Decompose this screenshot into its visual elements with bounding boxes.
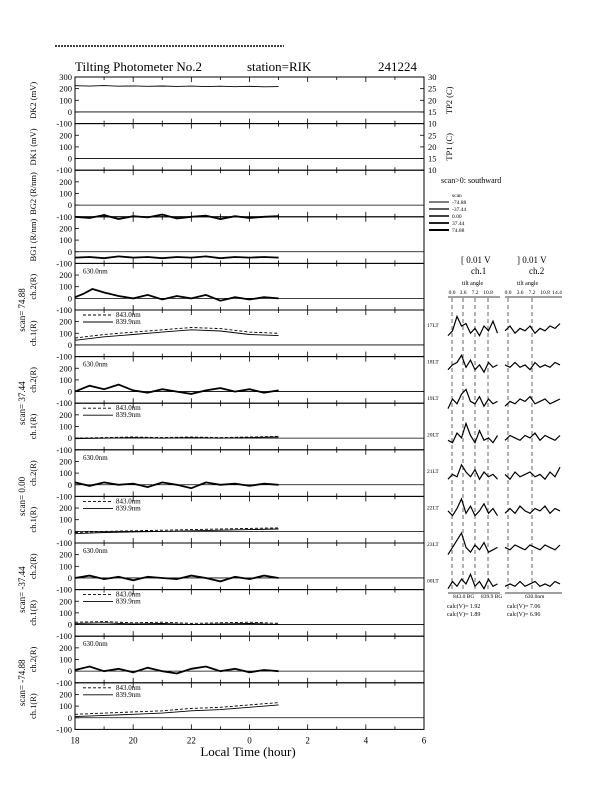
y-tick-label: 100 bbox=[59, 607, 72, 618]
y-tick-label: 0 bbox=[67, 339, 72, 350]
x-tick-label: 4 bbox=[363, 735, 369, 746]
y-tick-label: 0 bbox=[67, 526, 72, 537]
y-tick-label: -100 bbox=[56, 305, 72, 315]
panel-s1_ch2 bbox=[28, 263, 424, 315]
y-tick-label: 0 bbox=[67, 433, 72, 444]
right-ylabel: TP1 (C) bbox=[444, 133, 454, 161]
x-tick-label: 22 bbox=[186, 735, 196, 746]
row-label: 23LT bbox=[427, 542, 439, 548]
series-label: 843.0nm bbox=[116, 590, 141, 599]
series-line bbox=[75, 705, 279, 717]
y-tick-label: -100 bbox=[56, 584, 72, 595]
ch2-profile bbox=[505, 582, 560, 587]
scan-group-label: scan= 74.88 bbox=[17, 288, 27, 332]
ch1-name: ch.1 bbox=[471, 266, 487, 276]
y-tick-label: 0 bbox=[67, 712, 72, 723]
y-tick-label: 100 bbox=[59, 141, 72, 152]
series-label: 843.0nm bbox=[116, 311, 141, 319]
panel-DK1 bbox=[28, 124, 454, 176]
scan-legend-label: 0.00 bbox=[452, 214, 462, 220]
y-tick-label: 100 bbox=[59, 95, 72, 106]
y-tick-label: 200 bbox=[59, 270, 72, 281]
date-label: 241224 bbox=[378, 59, 417, 74]
panel-ylabel: BG1 (R/nm) bbox=[28, 218, 38, 262]
panel-ylabel: DK2 (mV) bbox=[28, 81, 38, 119]
row-label: 17LT bbox=[427, 323, 439, 329]
row-label: 00LT bbox=[427, 578, 439, 585]
y-tick-label: 100 bbox=[59, 654, 72, 665]
y-tick-label: 200 bbox=[59, 363, 72, 374]
y-tick-label: 0 bbox=[67, 386, 72, 397]
panel-BG2 bbox=[28, 170, 424, 222]
y-tick-label: 200 bbox=[59, 689, 72, 700]
row-label: 18LT bbox=[427, 359, 439, 366]
ch2-tick-label: 0.0 bbox=[504, 290, 512, 296]
ch1-profile bbox=[448, 465, 498, 479]
ch1-profile bbox=[448, 389, 498, 408]
row-label: 19LT bbox=[427, 396, 439, 402]
station-label: station=RIK bbox=[247, 59, 312, 74]
panel-ylabel: ch.2(R) bbox=[28, 553, 38, 580]
panel-ylabel: ch.2(R) bbox=[28, 367, 38, 393]
y-tick-label: 0 bbox=[67, 246, 72, 257]
y-tick-label: 100 bbox=[59, 421, 72, 432]
right-y-tick-label: 10 bbox=[428, 165, 437, 176]
right-y-tick-label: 25 bbox=[428, 130, 437, 141]
y-tick-label: 200 bbox=[59, 642, 72, 653]
panel-frame bbox=[75, 77, 424, 124]
ch2-name: ch.2 bbox=[529, 266, 545, 276]
right-y-tick-label: 15 bbox=[428, 153, 437, 164]
tilt-profile-panel bbox=[427, 255, 562, 618]
x-tick-label: 18 bbox=[70, 735, 80, 746]
scan-legend-label: 37.44 bbox=[452, 221, 465, 227]
y-tick-label: 0 bbox=[67, 153, 72, 164]
series-line bbox=[75, 289, 279, 301]
scan-group-label: scan= -74.88 bbox=[17, 659, 27, 707]
panel-frame bbox=[75, 450, 424, 497]
y-tick-label: 300 bbox=[59, 72, 72, 82]
y-tick-label: 100 bbox=[59, 468, 72, 479]
panel-ylabel: ch.1(R) bbox=[28, 600, 38, 626]
panel-s3_ch1 bbox=[28, 496, 424, 548]
series-label: 843.0nm bbox=[116, 404, 141, 413]
scan-group-label: scan= -37.44 bbox=[17, 566, 27, 613]
row-label: 21LT bbox=[427, 469, 439, 475]
panel-stack bbox=[17, 72, 454, 734]
x-tick-label: 0 bbox=[247, 735, 252, 746]
y-tick-label: -100 bbox=[56, 677, 72, 688]
y-tick-label: 100 bbox=[59, 514, 72, 525]
series-line bbox=[75, 576, 279, 582]
y-tick-label: 200 bbox=[59, 316, 72, 327]
series-label: 630.0nm bbox=[83, 267, 108, 276]
series-label: 630.0nm bbox=[83, 640, 108, 649]
series-line bbox=[75, 482, 279, 488]
panel-ylabel: ch.2(R) bbox=[28, 273, 38, 300]
y-tick-label: 100 bbox=[59, 235, 72, 246]
y-tick-label: 0 bbox=[67, 106, 72, 117]
panel-s5_ch1 bbox=[28, 683, 424, 735]
y-tick-label: -100 bbox=[56, 538, 72, 548]
y-tick-label: 200 bbox=[59, 456, 72, 467]
series-line bbox=[75, 330, 279, 341]
ch2-profile bbox=[505, 506, 560, 513]
panel-ylabel: ch.2(R) bbox=[28, 646, 38, 673]
y-tick-label: 100 bbox=[59, 281, 72, 292]
y-tick-label: 0 bbox=[67, 200, 72, 211]
panel-BG1 bbox=[28, 217, 424, 269]
y-tick-label: 100 bbox=[59, 188, 72, 199]
series-line bbox=[75, 385, 279, 394]
series-label: 839.9nm bbox=[116, 504, 141, 513]
panel-ylabel: ch.1(R) bbox=[28, 506, 38, 533]
ch2-tick-label: 10.8 bbox=[540, 290, 550, 296]
panel-s5_ch2 bbox=[28, 636, 424, 688]
series-label: 843.0nm bbox=[116, 683, 141, 692]
calc-ch1: calc(V)= 1.89 bbox=[447, 612, 481, 618]
series-label: 839.9nm bbox=[116, 597, 141, 606]
ch2-profile bbox=[505, 545, 560, 550]
y-tick-label: 100 bbox=[59, 374, 72, 385]
panel-frame bbox=[75, 636, 424, 683]
ch1-profile bbox=[448, 533, 498, 555]
y-tick-label: -100 bbox=[56, 444, 72, 455]
scan-legend-label: 74.88 bbox=[452, 228, 465, 234]
y-tick-label: -100 bbox=[56, 398, 72, 409]
scan-legend bbox=[429, 176, 501, 234]
series-line bbox=[75, 703, 279, 715]
row-label: 22LT bbox=[427, 505, 439, 512]
x-tick-label: 20 bbox=[128, 735, 138, 746]
series-label: 630.0nm bbox=[83, 360, 108, 369]
right-ylabel: TP2 (C) bbox=[444, 86, 454, 115]
series-line bbox=[75, 86, 279, 87]
ch2-profile bbox=[505, 433, 560, 440]
panel-ylabel: ch.1(R) bbox=[28, 693, 38, 719]
ch2-profile bbox=[505, 324, 560, 334]
y-tick-label: 200 bbox=[59, 503, 72, 514]
scan-legend-label: -37.44 bbox=[452, 207, 467, 213]
y-tick-label: -100 bbox=[56, 351, 72, 362]
chart-title: Tilting Photometer No.2 bbox=[75, 59, 203, 74]
x-axis-label: Local Time (hour) bbox=[200, 744, 296, 759]
right-y-tick-label: 20 bbox=[428, 141, 437, 152]
y-tick-label: 0 bbox=[67, 666, 72, 677]
filter-label: 839.9 BG bbox=[481, 594, 503, 600]
y-tick-label: 0 bbox=[67, 479, 72, 490]
y-tick-label: -100 bbox=[56, 491, 72, 502]
y-tick-label: 0 bbox=[67, 293, 72, 304]
ch1-profile bbox=[448, 574, 498, 588]
series-line bbox=[75, 528, 279, 533]
y-tick-label: 200 bbox=[59, 409, 72, 420]
y-tick-label: -100 bbox=[56, 724, 72, 735]
panel-frame bbox=[75, 263, 424, 310]
y-tick-label: -100 bbox=[56, 165, 72, 176]
panel-frame bbox=[75, 170, 424, 217]
calc-ch1: calc(V)= 1.92 bbox=[447, 604, 481, 610]
y-tick-label: 200 bbox=[59, 130, 72, 141]
y-tick-label: 100 bbox=[59, 701, 72, 712]
y-tick-label: 200 bbox=[59, 596, 72, 607]
series-label: 839.9nm bbox=[116, 318, 141, 326]
y-tick-label: -100 bbox=[56, 211, 72, 222]
right-y-tick-label: 10 bbox=[428, 118, 437, 129]
y-tick-label: 0 bbox=[67, 572, 72, 583]
tilt-label-ch2: tilt angle bbox=[517, 281, 539, 287]
scan-legend-label: scan bbox=[452, 193, 462, 199]
series-label: 839.9nm bbox=[116, 690, 141, 699]
panel-ylabel: ch.1(R) bbox=[28, 413, 38, 440]
y-tick-label: 0 bbox=[67, 619, 72, 630]
ch1-profile bbox=[448, 355, 498, 372]
y-tick-label: -100 bbox=[56, 631, 72, 642]
calc-ch2: calc(V)= 6.96 bbox=[507, 612, 541, 618]
scan-legend-label: -74.88 bbox=[452, 200, 467, 206]
right-y-tick-label: 20 bbox=[428, 95, 437, 106]
scan-note: scan>0: southward bbox=[441, 176, 502, 185]
panel-s4_ch2 bbox=[28, 543, 424, 595]
ch2-tick-label: 3.6 bbox=[516, 290, 524, 296]
series-label: 839.9nm bbox=[116, 411, 141, 420]
panel-DK2 bbox=[28, 72, 454, 129]
y-tick-label: 100 bbox=[59, 561, 72, 572]
x-tick-label: 6 bbox=[421, 735, 427, 746]
x-tick-label: 2 bbox=[305, 735, 310, 746]
y-tick-label: 200 bbox=[59, 83, 72, 94]
panel-ylabel: DK1 (mV) bbox=[28, 128, 38, 166]
y-tick-label: 200 bbox=[59, 549, 72, 560]
panel-ylabel: ch.1(R) bbox=[28, 320, 38, 347]
panel-s3_ch2 bbox=[28, 450, 424, 502]
ch2-tick-label: 14.4 bbox=[552, 290, 562, 296]
filter-label: 843.0 BG bbox=[453, 594, 475, 600]
ch2-scale: ] 0.01 V bbox=[517, 255, 547, 265]
scan-group-label: scan= 37.44 bbox=[17, 381, 27, 425]
right-y-tick-label: 15 bbox=[428, 106, 437, 117]
ch1-tick-label: 0.0 bbox=[448, 290, 456, 296]
series-line bbox=[75, 667, 279, 674]
series-line bbox=[75, 256, 279, 258]
scan-group-label: scan= 0.00 bbox=[17, 476, 27, 516]
y-tick-label: -100 bbox=[56, 118, 72, 129]
ch2-tick-label: 7.2 bbox=[528, 290, 536, 296]
y-tick-label: 100 bbox=[59, 328, 72, 339]
panel-s4_ch1 bbox=[28, 590, 424, 642]
panel-frame bbox=[75, 124, 424, 171]
ch1-profile bbox=[448, 316, 498, 335]
series-label: 630.0nm bbox=[83, 453, 108, 462]
ch2-profile bbox=[505, 363, 560, 370]
calc-ch2: calc(V)= 7.06 bbox=[507, 604, 541, 610]
ch1-tick-label: 3.6 bbox=[459, 290, 467, 296]
right-y-tick-label: 30 bbox=[428, 72, 437, 82]
ch1-tick-label: 7.2 bbox=[471, 290, 479, 296]
right-y-tick-label: 25 bbox=[428, 83, 437, 94]
ch1-scale: [ 0.01 V bbox=[461, 255, 491, 265]
y-tick-label: 200 bbox=[59, 176, 72, 187]
panel-s1_ch1 bbox=[28, 310, 424, 362]
panel-ylabel: BG2 (R/nm) bbox=[28, 172, 38, 215]
row-label: 20LT bbox=[427, 432, 439, 439]
ch1-profile bbox=[448, 424, 498, 443]
panel-frame bbox=[75, 357, 424, 404]
series-label: 843.0nm bbox=[116, 497, 141, 506]
series-label: 630.0nm bbox=[83, 547, 108, 555]
ch2-profile bbox=[505, 397, 560, 407]
tilt-label-ch1: tilt angle bbox=[462, 281, 484, 287]
header bbox=[55, 46, 418, 74]
panel-ylabel: ch.2(R) bbox=[28, 460, 38, 486]
y-tick-label: -100 bbox=[56, 258, 72, 269]
ch1-tick-label: 10.8 bbox=[483, 290, 493, 296]
filter-label: 630.0nm bbox=[525, 594, 545, 600]
y-tick-label: 200 bbox=[59, 223, 72, 234]
panel-s2_ch2 bbox=[28, 357, 424, 409]
ch1-profile bbox=[448, 499, 498, 516]
panel-s2_ch1 bbox=[28, 403, 424, 455]
x-axis bbox=[71, 735, 427, 759]
panel-frame bbox=[75, 543, 424, 590]
ch2-profile bbox=[505, 467, 560, 479]
